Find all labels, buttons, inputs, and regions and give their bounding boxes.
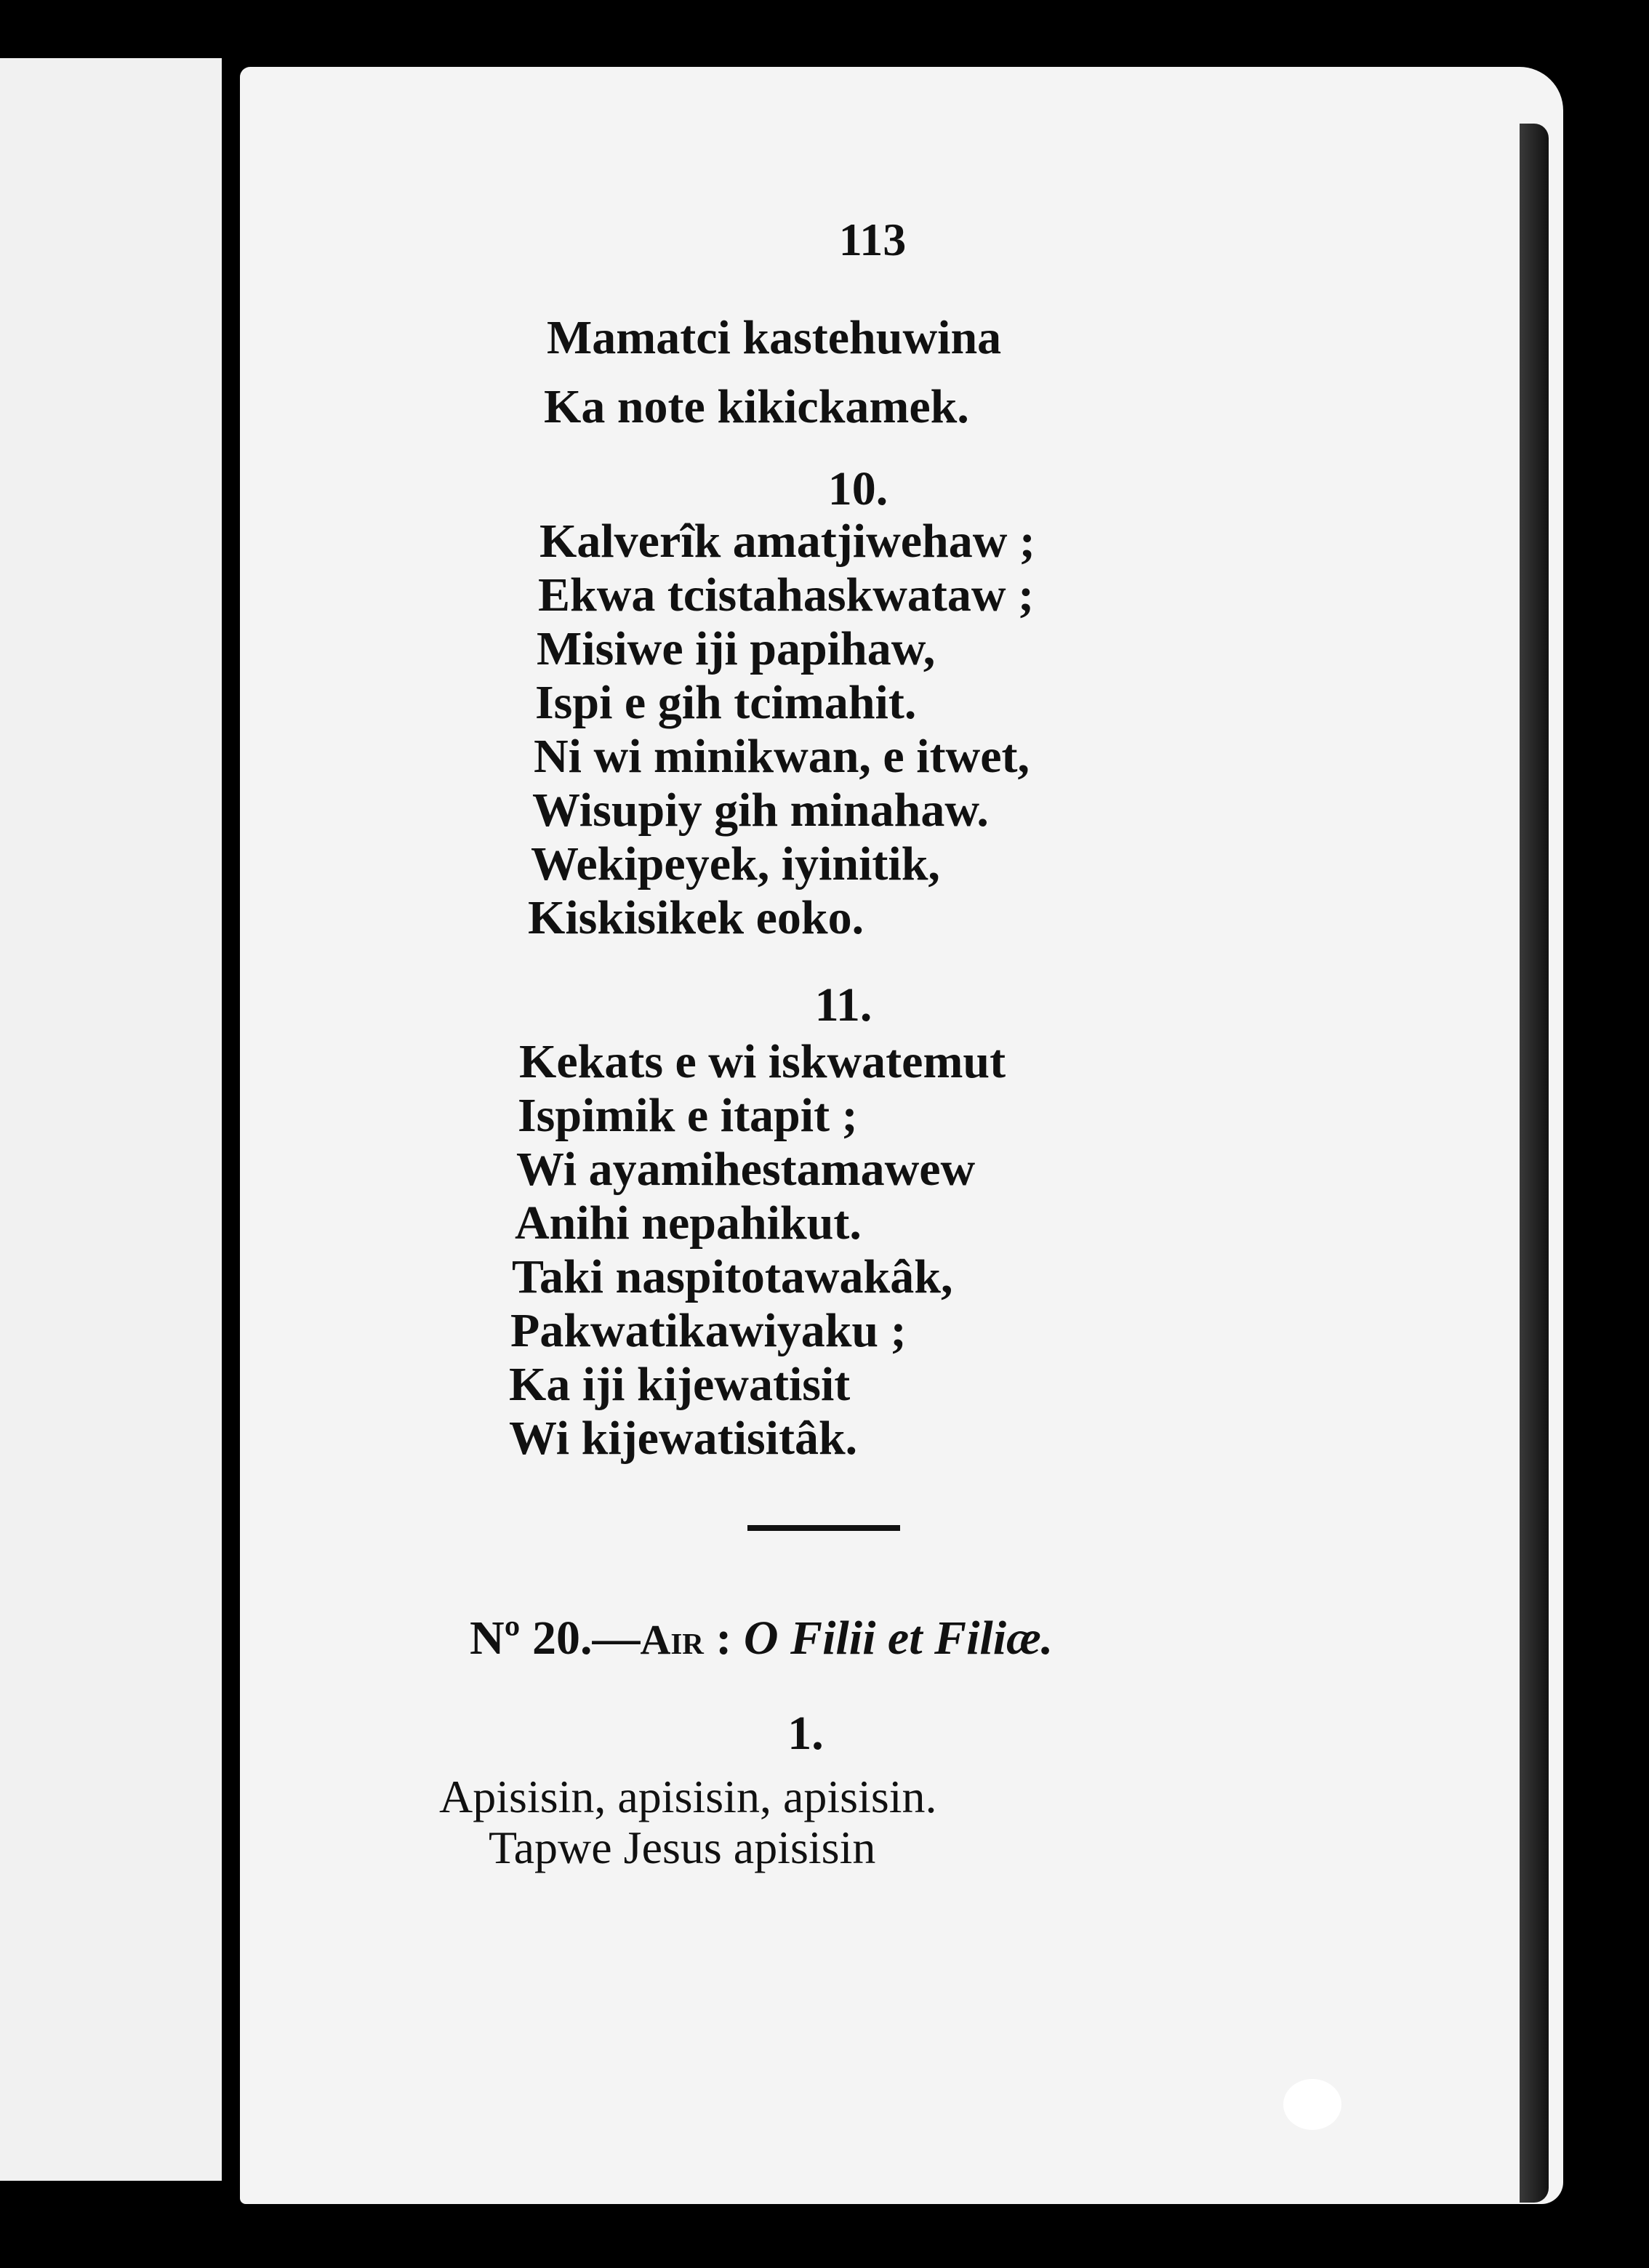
verse-line: Kiskisikek eoko. [528,891,864,944]
verse-line: Tapwe Jesus apisisin [489,1822,876,1873]
stanza-number: 11. [814,978,872,1032]
verse-line: Anihi nepahikut. [515,1197,862,1250]
verse-line: Ispi e gih tcimahit. [535,676,917,729]
verse-line: Ka iji kijewatisit [509,1358,851,1411]
verse-line: Mamatci kastehuwina [547,311,1002,364]
verse-line: Ka note kikickamek. [544,380,969,433]
facing-page [0,58,240,2181]
stanza-number: 10. [827,462,888,515]
page-edge [1520,124,1549,2203]
hymn-number: Nº 20.— [470,1612,641,1665]
hymn-title [470,1611,1053,1666]
paper-blemish [1283,2079,1341,2130]
air-label: Air [640,1616,704,1663]
stanza-number: 1. [787,1707,824,1760]
title-colon: : [703,1612,744,1665]
verse-line: Ispimik e itapit ; [518,1089,858,1142]
verse-line: Wisupiy gih minahaw. [532,784,989,837]
verse-line: Ekwa tcistahaskwataw ; [538,568,1035,622]
section-rule [747,1525,900,1531]
verse-line: Kekats e wi iskwatemut [519,1035,1006,1088]
verse-line: Kalverîk amatjiwehaw ; [539,515,1035,568]
verse-line: Apisisin, apisisin, apisisin. [439,1771,937,1822]
verse-line: Pakwatikawiyaku ; [510,1304,907,1357]
page-number: 113 [838,214,907,265]
verse-line: Wekipeyek, iyinitik, [531,837,940,890]
verse-line: Wi kijewatisitâk. [509,1412,858,1465]
verse-line: Wi ayamihestamawew [516,1143,976,1196]
verse-line: Taki naspitotawakâk, [512,1250,953,1303]
verse-line: Misiwe iji papihaw, [537,622,936,675]
verse-line: Ni wi minikwan, e itwet, [534,730,1030,783]
tune-name: O Filii et Filiæ. [743,1612,1054,1665]
